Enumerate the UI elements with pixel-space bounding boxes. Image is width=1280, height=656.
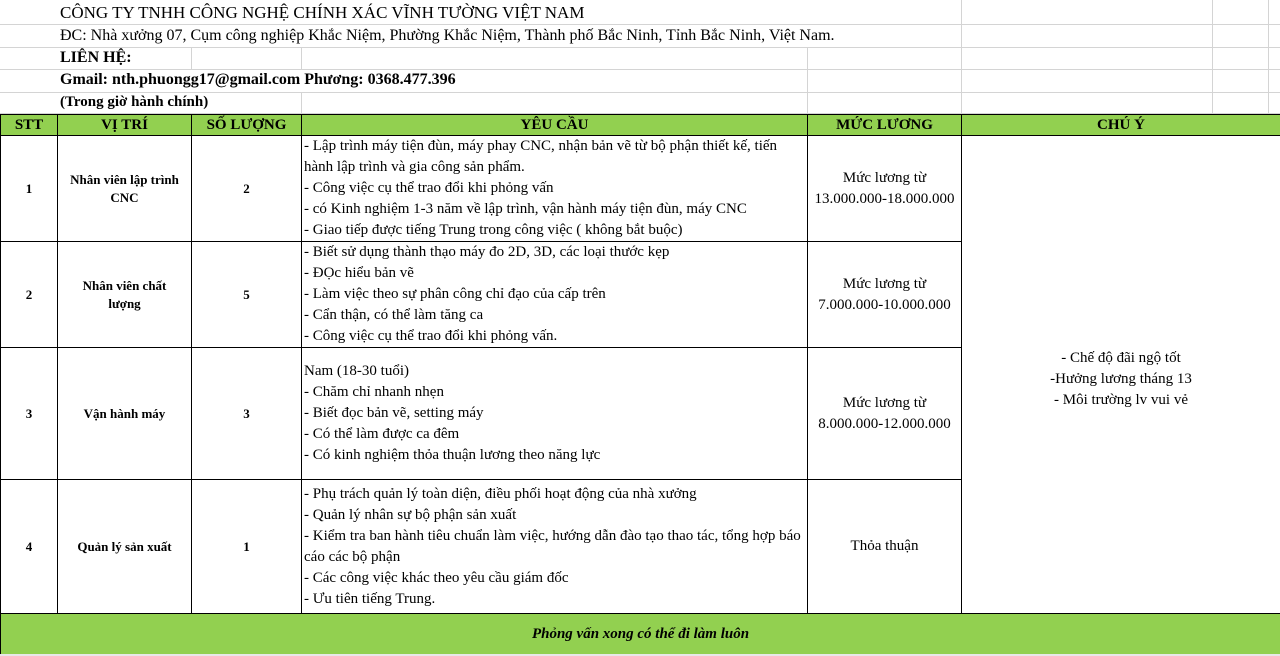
row-salary	[808, 136, 962, 242]
header-stt: STT	[1, 115, 58, 136]
header-salary: MỨC LƯƠNG	[808, 115, 962, 136]
row-stt: 1	[1, 136, 58, 242]
requirement-item: Nam (18-30 tuổi)	[304, 363, 409, 379]
requirement-item: - Các công việc khác theo yêu cầu giám đốc	[304, 569, 569, 586]
requirement-item: - Chăm chỉ nhanh nhẹn	[304, 384, 444, 400]
row-stt: 3	[1, 348, 58, 480]
salary-range: 7.000.000-10.000.000	[818, 296, 951, 313]
row-stt: 2	[1, 242, 58, 348]
note-item: -Hưởng lương tháng 13	[1050, 371, 1192, 387]
note-cell	[962, 136, 1280, 614]
requirement-item: - Quản lý nhân sự bộ phận sản xuất	[304, 506, 517, 523]
header-position: VỊ TRÍ	[58, 115, 192, 136]
company-name: CÔNG TY TNHH CÔNG NGHỆ CHÍNH XÁC VĨNH TƯỜNG VIỆT NAM	[60, 3, 585, 22]
note-item: - Chế độ đãi ngộ tốt	[1061, 350, 1181, 366]
contact-line-row	[0, 70, 1280, 93]
contact-label-row	[0, 48, 1280, 70]
row-salary	[808, 480, 962, 614]
requirement-item: - Giao tiếp được tiếng Trung trong công việc ( không bắt buộc)	[304, 222, 683, 238]
row-position: Nhân viên chất lượng	[58, 242, 192, 348]
requirement-item: - ĐỌc hiểu bản vẽ	[304, 265, 414, 281]
salary-label: Thỏa thuận	[850, 538, 919, 554]
salary-label: Mức lương từ	[842, 169, 927, 186]
row-salary	[808, 242, 962, 348]
hours-row	[0, 93, 1280, 114]
row-requirements	[302, 242, 808, 348]
row-requirements	[302, 480, 808, 614]
address-row	[0, 25, 1280, 48]
requirement-item: - Có kinh nghiệm thỏa thuận lương theo năng lực	[304, 447, 601, 463]
requirement-item: - Ưu tiên tiếng Trung.	[304, 590, 436, 607]
company-name-row	[0, 0, 1280, 25]
salary-range: 13.000.000-18.000.000	[814, 190, 955, 207]
job-table	[0, 114, 1280, 656]
requirement-item: - Lập trình máy tiện đùn, máy phay CNC, nhận bản vẽ từ bộ phận thiết kế, tiến hành lập trình và gia công sản phẩm.	[304, 138, 778, 175]
row-position: Vận hành máy	[58, 348, 192, 480]
requirement-item: - có Kinh nghiệm 1-3 năm về lập trình, vận hành máy tiện đùn, máy CNC	[304, 201, 747, 217]
row-requirements	[302, 136, 808, 242]
header-requirements: YÊU CẦU	[302, 115, 808, 136]
requirement-item: - Cẩn thận, có thể làm tăng ca	[304, 307, 484, 323]
working-hours: (Trong giờ hành chính)	[60, 94, 209, 110]
row-position: Nhân viên lập trình CNC	[58, 136, 192, 242]
table-row	[1, 136, 1280, 242]
header-quantity: SỐ LƯỢNG	[192, 115, 302, 136]
footer-note: Phỏng vấn xong có thể đi làm luôn	[1, 614, 1280, 656]
company-address: ĐC: Nhà xưởng 07, Cụm công nghiệp Khắc Niệm, Phường Khắc Niệm, Thành phố Bắc Ninh, Tỉnh Bắc Ninh, Việt Nam.	[60, 27, 835, 44]
row-quantity: 1	[192, 480, 302, 614]
requirement-item: - Biết đọc bản vẽ, setting máy	[304, 405, 484, 421]
row-position: Quản lý sản xuất	[58, 480, 192, 614]
requirement-item: - Làm việc theo sự phân công chỉ đạo của cấp trên	[304, 286, 606, 302]
table-header-row	[1, 115, 1280, 136]
row-quantity: 5	[192, 242, 302, 348]
row-quantity: 3	[192, 348, 302, 480]
row-quantity: 2	[192, 136, 302, 242]
contact-label: LIÊN HỆ:	[60, 49, 132, 66]
requirement-item: - Kiểm tra ban hành tiêu chuẩn làm việc, hướng dẫn đào tạo thao tác, tổng hợp báo cáo các bộ phận	[304, 527, 801, 565]
header-note: CHÚ Ý	[962, 115, 1280, 136]
contact-email-phone: Gmail: nth.phuongg17@gmail.com Phương: 0368.477.396	[60, 71, 456, 88]
table-footer-row	[1, 614, 1280, 656]
row-stt: 4	[1, 480, 58, 614]
requirement-item: - Biết sử dụng thành thạo máy đo 2D, 3D, các loại thước kẹp	[304, 244, 670, 260]
requirement-item: - Phụ trách quản lý toàn diện, điều phối hoạt động của nhà xưởng	[304, 485, 697, 502]
note-item: - Môi trường lv vui vẻ	[1054, 392, 1188, 408]
salary-range: 8.000.000-12.000.000	[818, 415, 951, 432]
requirement-item: - Có thể làm được ca đêm	[304, 426, 460, 442]
row-requirements	[302, 348, 808, 480]
requirement-item: - Công việc cụ thể trao đổi khi phỏng vấn	[304, 180, 554, 196]
salary-label: Mức lương từ	[842, 275, 927, 292]
row-salary	[808, 348, 962, 480]
requirement-item: - Công việc cụ thể trao đổi khi phỏng vấn.	[304, 328, 558, 344]
salary-label: Mức lương từ	[842, 394, 927, 411]
